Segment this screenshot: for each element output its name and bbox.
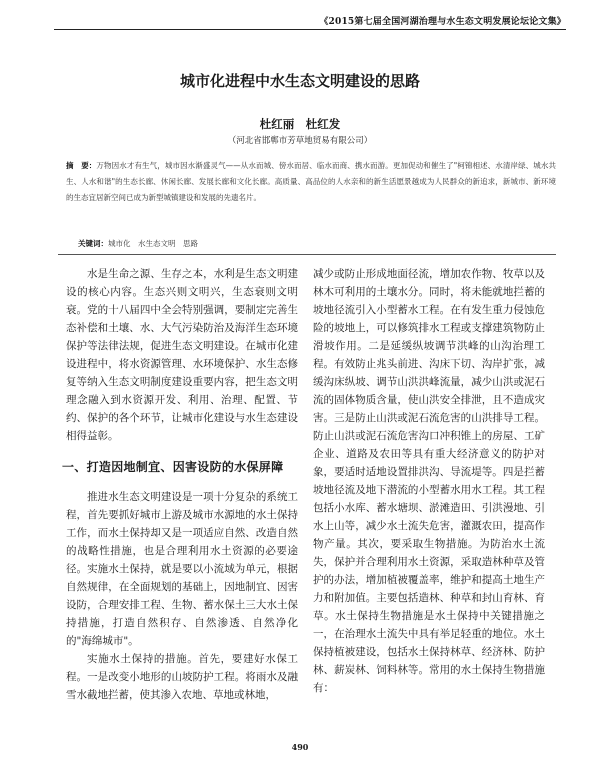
keywords-label: 关键词： (78, 239, 108, 248)
running-header: 《2015第七届全国河湖治理与水生态文明发展论坛论文集》 (319, 17, 566, 27)
body-paragraph: 减少或防止形成地面径流，增加农作物、牧草以及林木可利用的土壤水分。同时，将未能就地拦蓄的坡地径流引入小型蓄水工程。在有发生重力侵蚀危险的坡地上，可以修筑排水工程或支撑建筑物防止滑坡作用。二是延缓纵坡调节洪峰的山沟治理工程。有效防止兆头前进、沟床下切、沟岸扩张，减缓沟床纵坡、调节山洪洪峰流量，减少山洪或泥石流的固体物质含量，使山洪安全排泄，且不造成灾害。三是防止山洪或泥石流危害的山洪排导工程。防止山洪或泥石流危害沟口冲积锥上的房屋、工矿企业、道路及农田等具有重大经济意义的防护对象，要适时适地设置排洪沟、导流堤等。四是拦蓄坡地径流及地下潜流的小型蓄水用水工程。其工程包括小水库、蓄水塘坝、淤滩造田、引洪漫地、引水上山等，减少水土流失危害，灌溉农田，提高作物产量。其次，要采取生物措施。为防治水土流失，保护并合理利用水土资源，采取造林种草及管护的办法，增加植被覆盖率，维护和提高土地生产力和附加值。主要包括造林、种草和封山育林、育草。水土保持生物措施是水土保持中关键措施之一，在治理水土流失中具有举足轻重的地位。水土保持植被建设，包括水土保持林草、经济林、防护林、薪炭林、饲料林等。常用的水土保持生物措施有： (313, 268, 545, 694)
keywords-text: 城市化 水生态文明 思路 (108, 239, 198, 248)
abstract (66, 158, 556, 206)
left-column (62, 265, 298, 704)
page-number: 490 (291, 742, 309, 752)
authors: 杜红丽 杜红发 (259, 117, 341, 131)
body-paragraph: 实施水土保持的措施。首先，要建好水保工程。一是改变小地形的山坡防护工程。将雨水及融雪水截地拦蓄，使其渗入农地、草地或林地， (66, 653, 298, 701)
right-column (313, 265, 545, 697)
body-paragraph: 水是生命之源、生存之本，水利是生态文明建设的核心内容。生态兴则文明兴，生态衰则文明衰。党的十八届四中全会特别强调，要制定完善生态补偿和土壤、水、大气污染防治及海洋生态环境保护等法律法规，促进生态文明建设。在城市化建设进程中，将水资源管理、水环境保护、水生态修复等纳入生态文明制度建设重要内容，把生态文明理念融入到水资源开发、利用、治理、配置、节约、保护的各个环节，让城市化建设与水生态建设相得益彰。 (66, 268, 298, 442)
keywords (78, 238, 556, 249)
header-rule (54, 29, 566, 30)
abstract-text: 万物因水才有生气，城市因水渐盛灵气——从水而城、傍水而居、临水而商、携水而游。更加促动和催生了"柯锦相述、水清岸绿、城水共生、人水和谐"的生态长廊、休闲长廊、发展长廊和文化长廊。高质量、高品位的人水亲和的新生活愿景越成为人民群众的新追求，新城市、新环境的生态宜居新空间已成为新型城镇建设和发展的先遗名片。 (66, 161, 556, 202)
section-heading: 一、打造因地制宜、因害设防的水保屏障 (62, 460, 284, 474)
paper-title: 城市化进程中水生态文明建设的思路 (179, 72, 420, 90)
body-paragraph: 推进水生态文明建设是一项十分复杂的系统工程，首先要抓好城市上游及城市水源地的水土保持工作，而水土保持却又是一项适应自然、改造自然的战略性措施，也是合理利用水土资源的必要途径。实施水土保持，就是要以小流域为单元，根据自然规律，在全面规划的基础上，因地制宜、因害设防，合理安排工程、生物、蓄水保土三大水土保持措施，打造自然积存、自然渗透、自然净化的"海绵城市"。 (66, 491, 298, 647)
affiliation: （河北省邯郸市芳草地贸易有限公司） (227, 136, 373, 146)
abstract-label: 摘 要： (66, 161, 97, 170)
section-rule (58, 254, 556, 255)
